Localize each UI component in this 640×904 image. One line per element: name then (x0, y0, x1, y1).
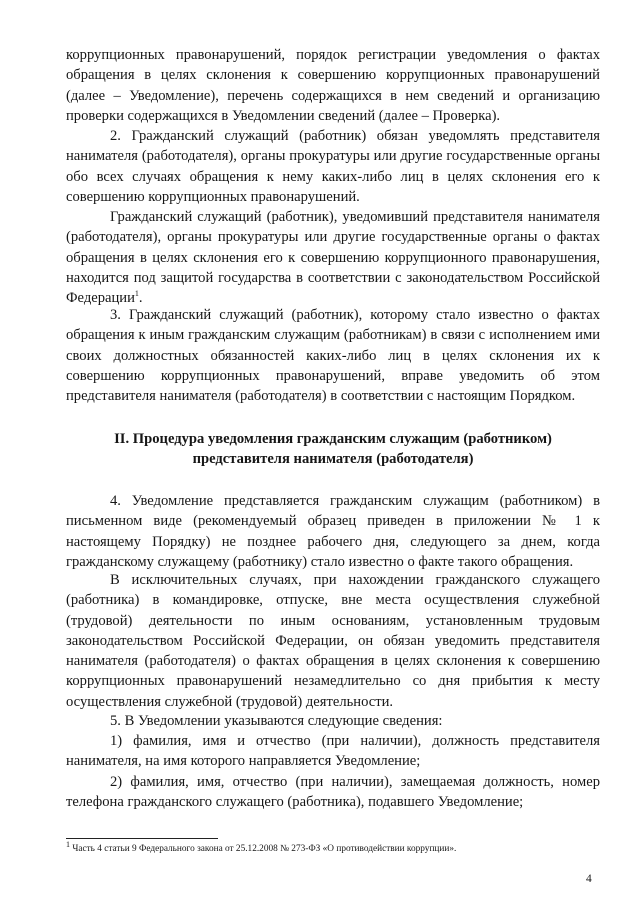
footnote-marker: 1 (66, 839, 70, 849)
footnote-reference: 1 (134, 289, 139, 299)
section-heading-line-2: представителя нанимателя (работодателя) (192, 451, 474, 467)
paragraph-4: 4. Уведомление представляется гражданским служащим (работником) в письменном виде (рекомендуемый образец приведен в приложении № 1 к настоящему Порядку) не позднее рабочего дня, следующего за днем, когда гражданскому служащему (работнику) стало известно о факте такого обращения. (66, 493, 600, 570)
paragraph-2-continued: Гражданский служащий (работник), уведомивший представителя нанимателя (работодателя), органы прокуратуры или другие государственные органы о фактах обращения в целях склонения его к совершению коррупционного правонарушения, находится под защитой государства в соответствии с законодательством Российской Федерации$^1$. (66, 209, 600, 307)
list-item-2: 2) фамилия, имя, отчество (при наличии), замещаемая должность, номер телефона гражданского служащего (работника), подавшего Уведомление; (66, 774, 600, 811)
page-number: 4 (586, 873, 592, 885)
footnote (66, 839, 600, 855)
paragraph-5: 5. В Уведомлении указываются следующие сведения: (110, 713, 443, 729)
paragraph-continuation: коррупционных правонарушений, порядок регистрации уведомления о фактах обращения в целях склонения к совершению коррупционных правонарушений (далее – Уведомление), перечень содержащихся в нем сведений и организацию проверки содержащихся в Уведомлении сведений (далее – Проверка). (66, 47, 600, 124)
paragraph-2: 2. Гражданский служащий (работник) обязан уведомлять представителя нанимателя (работодателя), органы прокуратуры или другие государственные органы обо всех случаях обращения к нему каких-либо лиц в целях склонения его к совершению коррупционных правонарушений. (66, 128, 600, 205)
paragraph-4-exceptions: В исключительных случаях, при нахождении гражданского служащего (работника) в командировке, отпуске, вне места осуществления служебной (трудовой) деятельности по иным основаниям, установленным трудовым законодательством Российской Федерации, он обязан уведомить представителя нанимателя (работодателя) о фактах обращения в целях склонения к совершению коррупционных правонарушений незамедлительно со дня прибытия к месту осуществления служебной (трудовой) деятельности. (66, 572, 600, 710)
footnote-text: Часть 4 статьи 9 Федерального закона от 25.12.2008 № 273-ФЗ «О противодействии коррупции». (72, 844, 457, 854)
footnote-divider (66, 838, 218, 839)
paragraph-3: 3. Гражданский служащий (работник), которому стало известно о фактах обращения к иным гражданским служащим (работникам) в связи с исполнением ими своих должностных обязанностей каких-либо лиц в целях склонения их к совершению коррупционных правонарушений, вправе уведомить об этом представителя нанимателя (работодателя) в соответствии с настоящим Порядком. (66, 307, 600, 405)
paragraph-2-continued-text: Гражданский служащий (работник), уведомивший представителя нанимателя (работодателя), органы прокуратуры или другие государственные органы о фактах обращения в целях склонения его к совершению коррупционного правонарушения, находится под защитой государства в соответствии с законодательством Российской Федерации (66, 209, 600, 307)
list-item-1: 1) фамилия, имя и отчество (при наличии), должность представителя нанимателя, на имя которого направляется Уведомление; (66, 733, 600, 770)
section-heading-line-1: II. Процедура уведомления гражданским служащим (работником) (114, 431, 552, 447)
